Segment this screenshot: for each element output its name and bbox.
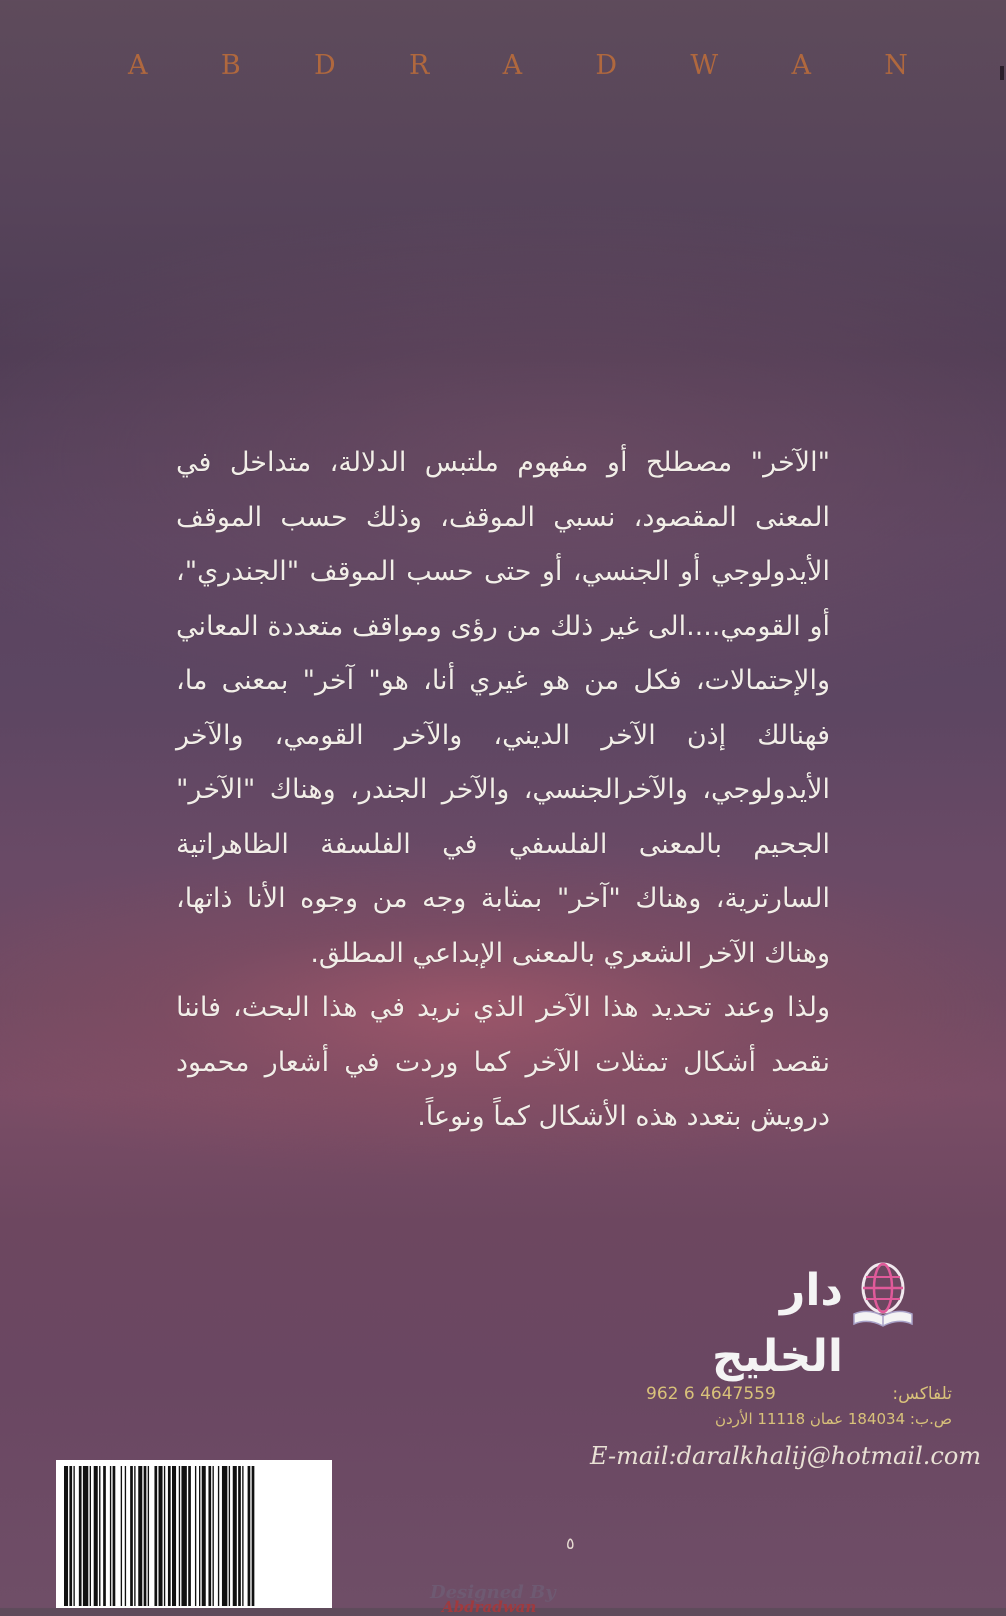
barcode-bar [252,1466,255,1606]
barcode-bar [179,1466,180,1606]
barcode-bar [181,1466,186,1606]
barcode-bar [90,1466,91,1606]
barcode-bar [148,1466,149,1606]
header-letter: D [313,50,336,81]
barcode-bar [168,1466,171,1606]
publisher-email: E-mail:daralkhalij@hotmail.com [590,1442,982,1470]
barcode-bar [242,1466,243,1606]
barcode-bar [99,1466,100,1606]
barcode-bar [213,1466,214,1606]
barcode-bar [208,1466,211,1606]
barcode-bar [229,1466,230,1606]
barcode-bar [79,1466,82,1606]
barcode-bar [130,1466,133,1606]
barcode-bar [113,1466,116,1606]
isbn-mark: ٥ [566,1534,575,1553]
barcode-bar [172,1466,176,1606]
barcode-bar [202,1466,206,1606]
barcode-bar [110,1466,111,1606]
header-letter: W [690,50,719,81]
edge-mark [1000,66,1004,80]
author-letters [128,50,908,81]
designer-credit [430,1582,580,1616]
barcode-bar [238,1466,241,1606]
barcode-bar [195,1466,196,1606]
barcode-bar [134,1466,135,1606]
telfax-number: 962 6 4647559 [646,1384,776,1404]
designer-signature: Abdradwan [442,1598,537,1616]
barcode-bar [248,1466,251,1606]
header-letter: R [408,50,430,81]
barcode-bar [138,1466,142,1606]
barcode-bar [218,1466,219,1606]
barcode-bar [159,1466,163,1606]
barcode-bar [144,1466,147,1606]
barcode-bar [73,1466,74,1606]
header-letter: D [595,50,618,81]
barcode-bar [121,1466,122,1606]
publisher-name: دار الخليج [712,1265,843,1382]
header-letter: A [791,50,811,81]
barcode-bar [199,1466,200,1606]
header-letter: N [884,50,908,81]
header-letter: B [220,50,241,81]
telfax-label: تلفاكس: [892,1384,952,1404]
barcode-bar [125,1466,126,1606]
barcode-icon [56,1460,332,1608]
barcode-bar [233,1466,237,1606]
barcode-bar [164,1466,165,1606]
book-globe-logo-icon [850,1258,916,1334]
barcode-bar [188,1466,191,1606]
publisher-block [580,1258,980,1388]
back-cover-blurb [176,436,830,1145]
blurb-paragraph-2: ولذا وعند تحديد هذا الآخر الذي نريد في هذا البحث، فاننا نقصد أشكال تمثلات الآخر كما وردت في أشعار محمود درويش بتعدد هذه الأشكال كماً ونوعاً. [176,992,830,1132]
header-letter: A [128,50,148,81]
barcode-bar [94,1466,98,1606]
pobox-address: ص.ب: 184034 عمان 11118 الأردن [714,1410,952,1428]
blurb-paragraph-1: "الآخر" مصطلح أو مفهوم ملتبس الدلالة، متداخل في المعنى المقصود، نسبي الموقف، وذلك حسب الموقف الأيدولوجي أو الجنسي، أو حتى حسب الموقف "الجندري"، أو القومي....الى غير ذلك من رؤى ومواقف متعددة المعاني والإحتمالات، فكل من هو غيري أنا، هو" آخر" بمعنى ما، فهنالك إذن الآخر الديني، والآخر القومي، والآخر الأيدولوجي، والآخرالجنسي، والآخر الجندر، وهناك "الآخر" الجحيم بالمعنى الفلسفي في الفلسفة الظاهراتية السارترية، وهناك "آخر" بمثابة وجه من وجوه الأنا ذاتها، وهناك الآخر الشعري بالمعنى الإبداعي المطلق. [176,447,830,969]
barcode-bar [222,1466,227,1606]
barcode-bar [83,1466,88,1606]
barcode-bar [103,1466,106,1606]
barcode-bar [69,1466,72,1606]
designer-credit-label: Designed By [430,1582,556,1603]
barcode-bar [64,1466,68,1606]
header-letter: A [502,50,523,81]
barcode-bar [154,1466,157,1606]
telfax-row [612,1384,972,1406]
